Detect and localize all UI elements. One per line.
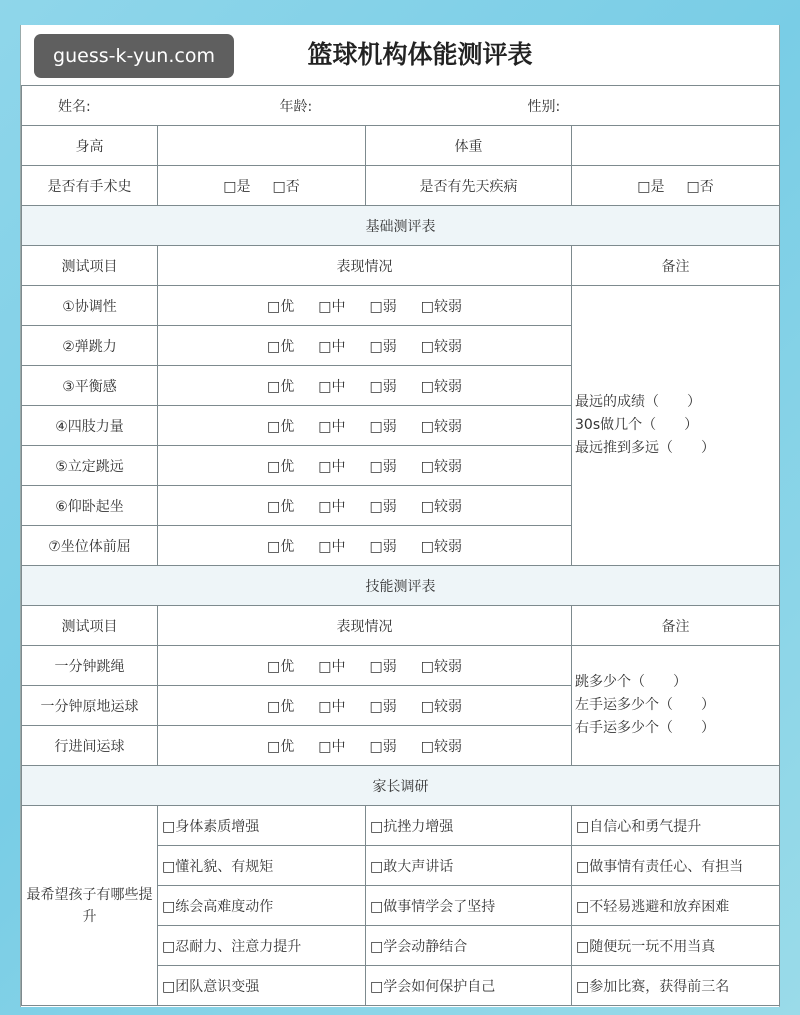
parent-question: 最希望孩子有哪些提升 [22,806,158,1006]
wish-option-checkbox[interactable]: □练会高难度动作 [158,886,366,926]
basic-notes [572,286,780,566]
info-row [22,86,780,126]
note-line: 最远的成绩（ ） [575,394,701,410]
skill-section-row [22,566,780,606]
wish-option-checkbox[interactable]: □团队意识变强 [158,966,366,1006]
parent-section-row [22,766,780,806]
basic-col-perf: 表现情况 [158,246,572,286]
rating-options [158,406,572,446]
assessment-sheet [20,25,780,1007]
height-field[interactable] [158,126,366,166]
congenital-yes-checkbox[interactable]: □是 [637,178,665,195]
skill-notes [572,646,780,766]
rating-options [158,526,572,566]
wish-option-checkbox[interactable]: □懂礼貌、有规矩 [158,846,366,886]
basic-col-note: 备注 [572,246,780,286]
skill-item-label: 一分钟原地运球 [22,686,158,726]
rating-weaker-checkbox[interactable]: □较弱 [420,298,462,315]
rating-excellent-checkbox[interactable]: □优 [267,378,295,395]
rating-weaker-checkbox[interactable]: □较弱 [420,698,462,715]
rating-medium-checkbox[interactable]: □中 [318,458,346,475]
basic-item-label: ⑥仰卧起坐 [22,486,158,526]
skill-col-item: 测试项目 [22,606,158,646]
rating-weaker-checkbox[interactable]: □较弱 [420,658,462,675]
congenital-options [572,166,780,206]
basic-item-label: ④四肢力量 [22,406,158,446]
wish-option-checkbox[interactable]: □不轻易逃避和放弃困难 [572,886,780,926]
wish-option-checkbox[interactable]: □忍耐力、注意力提升 [158,926,366,966]
gender-label: 性别: [572,86,780,126]
rating-weak-checkbox[interactable]: □弱 [369,498,397,515]
age-label: 年龄: [158,86,366,126]
rating-excellent-checkbox[interactable]: □优 [267,498,295,515]
congenital-label: 是否有先天疾病 [366,166,572,206]
weight-label: 体重 [366,126,572,166]
wish-option-checkbox[interactable]: □随便玩一玩不用当真 [572,926,780,966]
basic-item-label: ①协调性 [22,286,158,326]
skill-item-label: 一分钟跳绳 [22,646,158,686]
rating-excellent-checkbox[interactable]: □优 [267,418,295,435]
wish-option-checkbox[interactable]: □做事情有责任心、有担当 [572,846,780,886]
wish-option-checkbox[interactable]: □抗挫力增强 [366,806,572,846]
watermark: guess-k-yun.com [34,34,234,78]
rating-weak-checkbox[interactable]: □弱 [369,458,397,475]
rating-weak-checkbox[interactable]: □弱 [369,698,397,715]
wish-option-checkbox[interactable]: □身体素质增强 [158,806,366,846]
rating-options [158,486,572,526]
rating-medium-checkbox[interactable]: □中 [318,698,346,715]
note-line: 右手运多少个（ ） [575,720,715,736]
rating-weak-checkbox[interactable]: □弱 [369,298,397,315]
wish-option-checkbox[interactable]: □参加比赛，获得前三名 [572,966,780,1006]
surgery-no-checkbox[interactable]: □否 [272,178,300,195]
note-line: 左手运多少个（ ） [575,697,715,713]
rating-weaker-checkbox[interactable]: □较弱 [420,738,462,755]
rating-medium-checkbox[interactable]: □中 [318,378,346,395]
skill-col-note: 备注 [572,606,780,646]
table-row [22,286,780,326]
height-label: 身高 [22,126,158,166]
weight-field[interactable] [572,126,780,166]
assessment-table [21,85,780,1006]
note-line: 最远推到多远（ ） [575,440,715,456]
rating-options [158,646,572,686]
rating-excellent-checkbox[interactable]: □优 [267,538,295,555]
rating-excellent-checkbox[interactable]: □优 [267,658,295,675]
rating-weaker-checkbox[interactable]: □较弱 [420,418,462,435]
rating-weaker-checkbox[interactable]: □较弱 [420,458,462,475]
rating-medium-checkbox[interactable]: □中 [318,418,346,435]
rating-weak-checkbox[interactable]: □弱 [369,338,397,355]
body-row [22,126,780,166]
rating-excellent-checkbox[interactable]: □优 [267,458,295,475]
name-label: 姓名: [22,86,158,126]
rating-medium-checkbox[interactable]: □中 [318,498,346,515]
rating-weak-checkbox[interactable]: □弱 [369,538,397,555]
rating-medium-checkbox[interactable]: □中 [318,738,346,755]
rating-excellent-checkbox[interactable]: □优 [267,698,295,715]
rating-excellent-checkbox[interactable]: □优 [267,338,295,355]
skill-section-title: 技能测评表 [22,566,780,606]
skill-item-label: 行进间运球 [22,726,158,766]
rating-weaker-checkbox[interactable]: □较弱 [420,378,462,395]
table-row [22,646,780,686]
wish-option-checkbox[interactable]: □学会动静结合 [366,926,572,966]
rating-options [158,366,572,406]
table-row [22,806,780,846]
note-line: 30s做几个（ ） [575,417,699,433]
parent-section-title: 家长调研 [22,766,780,806]
basic-item-label: ⑤立定跳远 [22,446,158,486]
basic-header-row [22,246,780,286]
rating-medium-checkbox[interactable]: □中 [318,658,346,675]
rating-options [158,326,572,366]
basic-section-row [22,206,780,246]
congenital-no-checkbox[interactable]: □否 [686,178,714,195]
rating-excellent-checkbox[interactable]: □优 [267,738,295,755]
rating-weak-checkbox[interactable]: □弱 [369,418,397,435]
rating-weaker-checkbox[interactable]: □较弱 [420,498,462,515]
basic-item-label: ⑦坐位体前屈 [22,526,158,566]
note-line: 跳多少个（ ） [575,674,687,690]
rating-weaker-checkbox[interactable]: □较弱 [420,338,462,355]
page-title: 篮球机构体能测评表 [307,40,533,69]
surgery-yes-checkbox[interactable]: □是 [223,178,251,195]
rating-options [158,286,572,326]
basic-item-label: ③平衡感 [22,366,158,406]
wish-option-checkbox[interactable]: □自信心和勇气提升 [572,806,780,846]
skill-header-row [22,606,780,646]
rating-medium-checkbox[interactable]: □中 [318,538,346,555]
rating-options [158,726,572,766]
skill-col-perf: 表现情况 [158,606,572,646]
wish-option-checkbox[interactable]: □学会如何保护自己 [366,966,572,1006]
wish-option-checkbox[interactable]: □做事情学会了坚持 [366,886,572,926]
rating-weaker-checkbox[interactable]: □较弱 [420,538,462,555]
rating-options [158,446,572,486]
rating-weak-checkbox[interactable]: □弱 [369,378,397,395]
surgery-options [158,166,366,206]
rating-medium-checkbox[interactable]: □中 [318,298,346,315]
surgery-label: 是否有手术史 [22,166,158,206]
history-row [22,166,780,206]
basic-col-item: 测试项目 [22,246,158,286]
basic-section-title: 基础测评表 [22,206,780,246]
basic-item-label: ②弹跳力 [22,326,158,366]
rating-options [158,686,572,726]
wish-option-checkbox[interactable]: □敢大声讲话 [366,846,572,886]
rating-weak-checkbox[interactable]: □弱 [369,658,397,675]
rating-excellent-checkbox[interactable]: □优 [267,298,295,315]
rating-medium-checkbox[interactable]: □中 [318,338,346,355]
rating-weak-checkbox[interactable]: □弱 [369,738,397,755]
